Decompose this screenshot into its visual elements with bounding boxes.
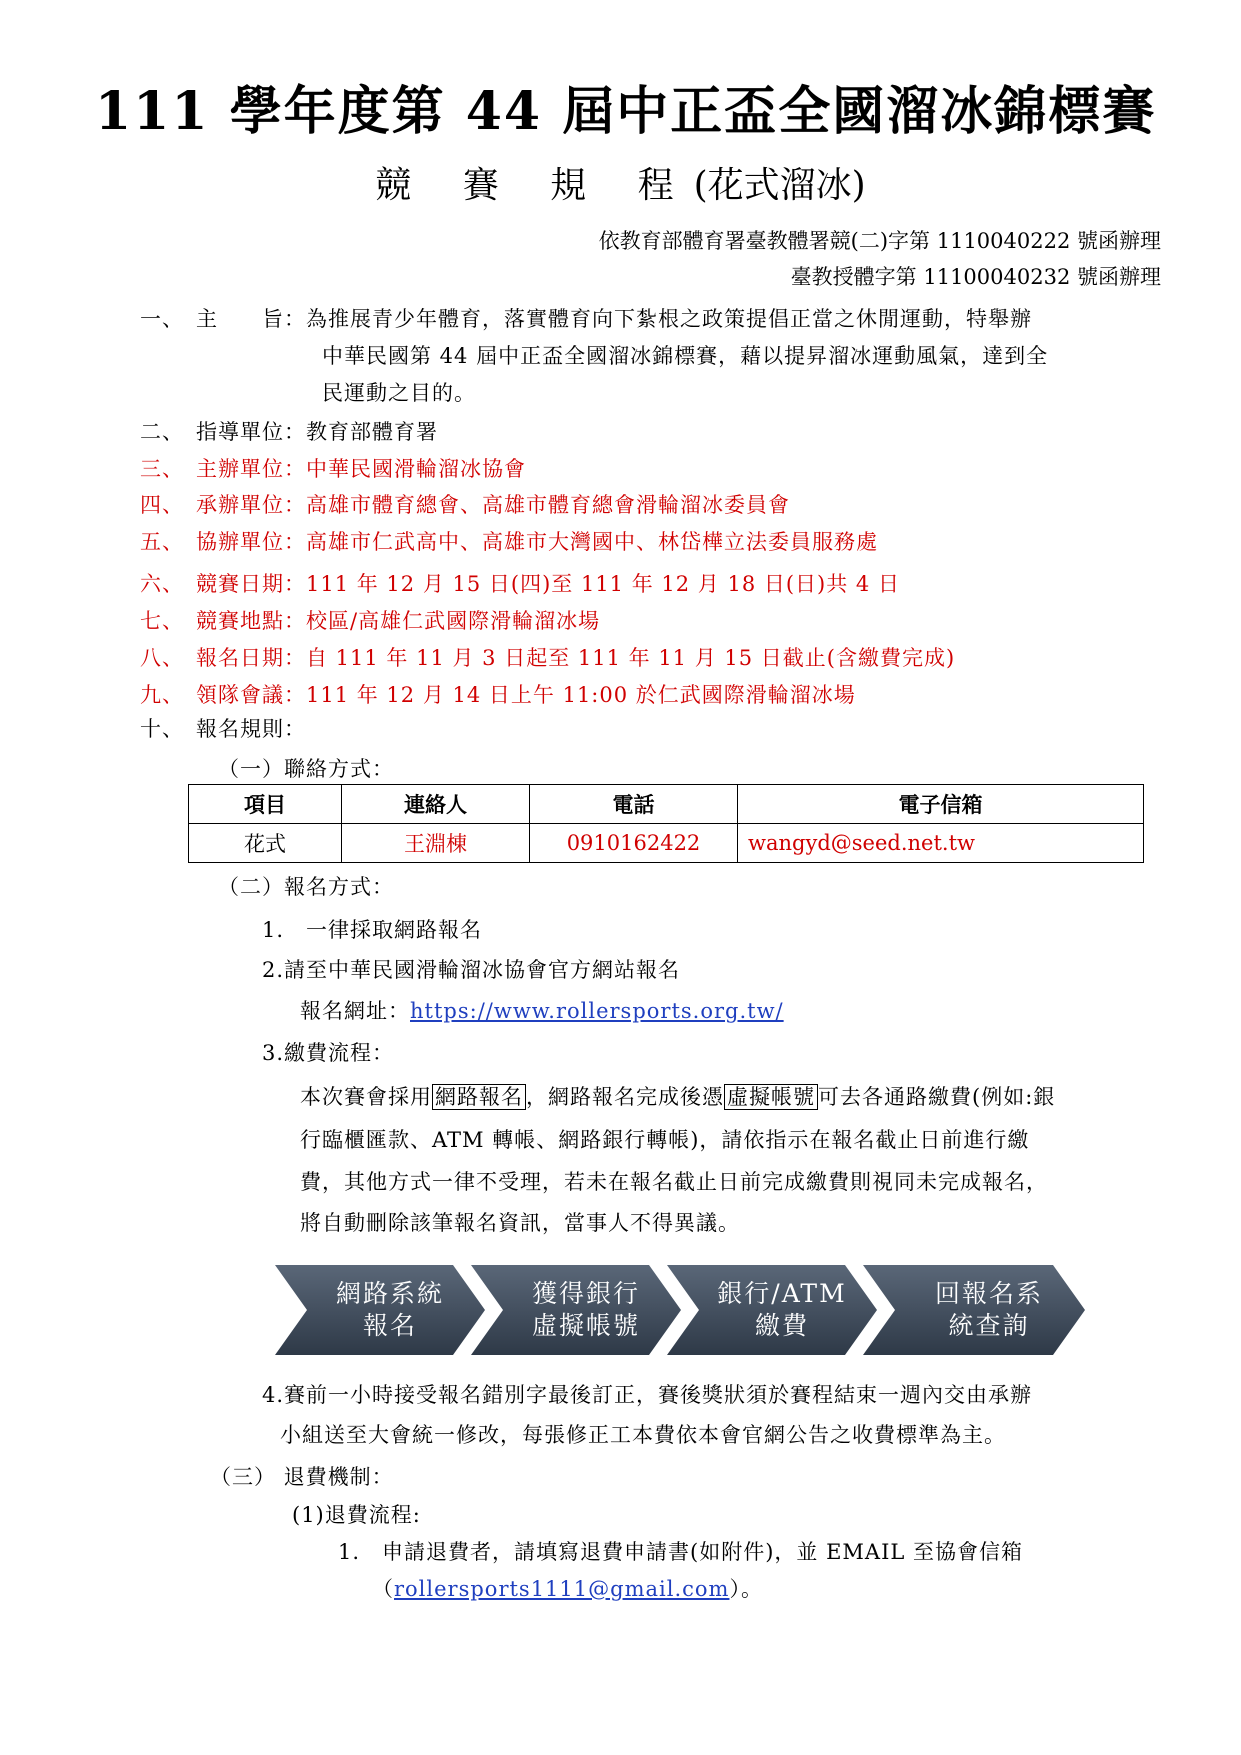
section-1-number: 一、 (140, 307, 184, 331)
table-cell-contact: 王淵棟 (342, 824, 530, 863)
boxed-virtual-account: 虛擬帳號 (724, 1084, 818, 1110)
refund-paren-close: ）。 (729, 1577, 763, 1601)
section-9-number: 九、 (140, 683, 184, 707)
section-5-text: 協辦單位：高雄市仁武高中、高雄市大灣國中、林岱樺立法委員服務處 (196, 530, 878, 554)
section-1-text-3: 民運動之目的。 (322, 381, 476, 405)
section-9-text: 領隊會議：111 年 12 月 14 日上午 11:00 於仁武國際滑輪溜冰場 (196, 683, 856, 707)
payment-text: 可去各通路繳費(例如:銀 (818, 1085, 1056, 1109)
table-row (189, 824, 1144, 863)
refund-item-1-line-2 (372, 1574, 763, 1604)
page-subtitle (0, 163, 1241, 209)
flow-step-4: 回報名系 統查詢 (934, 1279, 1043, 1340)
registration-url-line (300, 996, 784, 1026)
payment-text: ，網路報名完成後憑 (526, 1085, 724, 1109)
table-cell-email: wangyd@seed.net.tw (738, 824, 1144, 863)
section-5-number: 五、 (140, 530, 184, 554)
section-2-number: 二、 (140, 420, 184, 444)
section-2-text: 指導單位：教育部體育署 (196, 420, 438, 444)
section-6-number: 六、 (140, 572, 184, 596)
section-10 (140, 714, 306, 744)
contact-table (188, 784, 1144, 863)
subtitle-paren: (花式溜冰) (693, 165, 866, 206)
section-3-number: 三、 (140, 457, 184, 481)
payment-line-2: 行臨櫃匯款、ATM 轉帳、網路銀行轉帳)，請依指示在報名截止日前進行繳 (300, 1128, 1030, 1152)
section-7 (140, 606, 600, 636)
table-header-contact: 連絡人 (342, 785, 530, 824)
registration-item-4-line-1: 4.賽前一小時接受報名錯別字最後訂正，賽後獎狀須於賽程結束一週內交由承辦 (262, 1383, 1033, 1407)
section-2 (140, 417, 438, 447)
refund-heading: （三） 退費機制： (210, 1465, 394, 1489)
flow-step-3: 銀行/ATM 繳費 (717, 1279, 847, 1340)
refund-item-1-line-1: 1. 申請退費者，請填寫退費申請書(如附件)，並 EMAIL 至協會信箱 (338, 1540, 1024, 1564)
section-1-label: 主 旨： (196, 307, 306, 331)
payment-line-3: 費，其他方式一律不受理，若未在報名截止日前完成繳費則視同未完成報名， (300, 1170, 1048, 1194)
section-7-number: 七、 (140, 609, 184, 633)
payment-flow-diagram (275, 1265, 1090, 1355)
section-7-text: 競賽地點：校區/高雄仁武國際滑輪溜冰場 (196, 609, 601, 633)
table-header-phone: 電話 (530, 785, 738, 824)
registration-heading: （二）報名方式： (218, 875, 394, 899)
refund-sub-heading: (1)退費流程: (292, 1503, 421, 1527)
section-6 (140, 569, 900, 599)
refund-email-link[interactable]: rollersports1111@gmail.com (394, 1577, 730, 1601)
subtitle-main: 競 賽 規 程 (375, 165, 694, 206)
table-cell-item: 花式 (189, 824, 342, 863)
section-4 (140, 490, 790, 520)
table-header-item: 項目 (189, 785, 342, 824)
contact-heading: （一）聯絡方式： (218, 757, 394, 781)
boxed-online-registration: 網路報名 (432, 1084, 526, 1110)
section-6-text: 競賽日期：111 年 12 月 15 日(四)至 111 年 12 月 18 日(日)共 4 日 (196, 572, 900, 596)
flow-step-1: 網路系統 報名 (335, 1279, 444, 1340)
table-header-email: 電子信箱 (738, 785, 1144, 824)
section-1-text-2: 中華民國第 44 屆中正盃全國溜冰錦標賽，藉以提昇溜冰運動風氣，達到全 (322, 344, 1049, 368)
section-8 (140, 643, 955, 673)
section-8-number: 八、 (140, 646, 184, 670)
refund-paren-open: （ (372, 1577, 394, 1601)
section-3-text: 主辦單位：中華民國滑輪溜冰協會 (196, 457, 526, 481)
section-8-text: 報名日期：自 111 年 11 月 3 日起至 111 年 11 月 15 日截止(含繳費完成) (196, 646, 956, 670)
section-5 (140, 527, 878, 557)
table-header-row (189, 785, 1144, 824)
section-1 (140, 304, 1032, 334)
table-cell-phone: 0910162422 (530, 824, 738, 863)
registration-url-label: 報名網址： (300, 999, 410, 1023)
payment-line-1 (300, 1082, 1055, 1112)
section-4-text: 承辦單位：高雄市體育總會、高雄市體育總會滑輪溜冰委員會 (196, 493, 790, 517)
reference-line-2: 臺教授體字第 11100040232 號函辦理 (790, 265, 1161, 289)
section-1-text-1: 為推展青少年體育，落實體育向下紮根之政策提倡正當之休閒運動，特舉辦 (306, 307, 1032, 331)
payment-line-4: 將自動刪除該筆報名資訊，當事人不得異議。 (300, 1211, 740, 1235)
page-title: 111 學年度第 44 屆中正盃全國溜冰錦標賽 (95, 81, 1157, 142)
registration-item-3: 3.繳費流程： (262, 1041, 395, 1065)
section-4-number: 四、 (140, 493, 184, 517)
section-10-number: 十、 (140, 717, 184, 741)
section-3 (140, 454, 526, 484)
registration-url-link[interactable]: https://www.rollersports.org.tw/ (410, 999, 784, 1023)
section-9 (140, 680, 856, 710)
registration-item-4-line-2: 小組送至大會統一修改，每張修正工本費依本會官網公告之收費標準為主。 (280, 1423, 1006, 1447)
section-10-text: 報名規則： (196, 717, 306, 741)
registration-item-2: 2.請至中華民國滑輪溜冰協會官方網站報名 (262, 958, 681, 982)
registration-item-1: 1. 一律採取網路報名 (262, 918, 483, 942)
reference-line-1: 依教育部體育署臺教體署競(二)字第 1110040222 號函辦理 (598, 229, 1161, 253)
payment-text: 本次賽會採用 (300, 1085, 432, 1109)
flow-step-2: 獲得銀行 虛擬帳號 (531, 1279, 640, 1340)
